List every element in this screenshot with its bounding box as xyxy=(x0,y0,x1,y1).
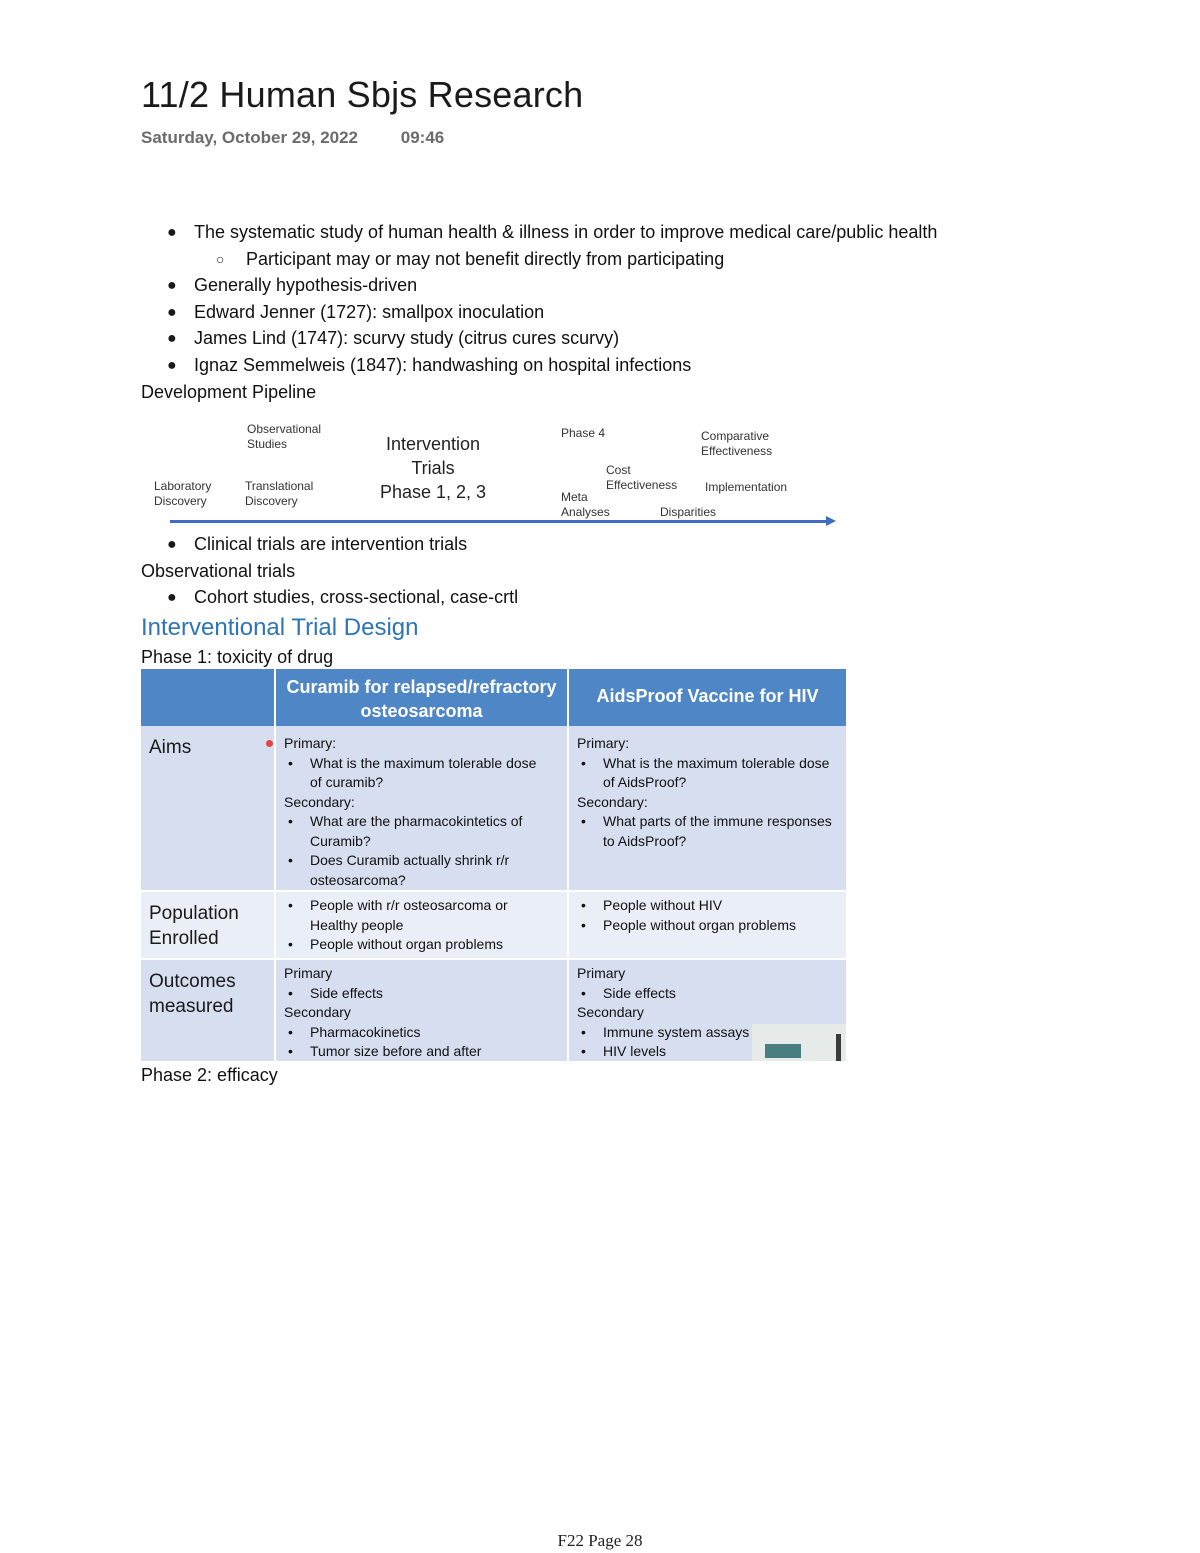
note-bullet-5: Ignaz Semmelweis (1847): handwashing on hospital infections xyxy=(194,355,692,375)
cell-text: Secondary xyxy=(284,1004,351,1020)
pipeline-text: Effectiveness xyxy=(701,444,773,458)
note-sub-bullet-1: Participant may or may not benefit directly from participating xyxy=(246,249,725,269)
page-title: 11/2 Human Sbjs Research xyxy=(141,74,584,115)
note-bullet-4: James Lind (1747): scurvy study (citrus cures scurvy) xyxy=(194,328,620,348)
cell-text: Primary: xyxy=(284,735,337,751)
cell-text: Primary xyxy=(284,965,333,981)
cell-text: What are the pharmacokintetics of xyxy=(310,813,523,829)
note-bullet-7: Cohort studies, cross-sectional, case-crtl xyxy=(194,587,519,607)
cell-text: Secondary: xyxy=(284,793,355,810)
note-bullet-1: The systematic study of human health & illness in order to improve medical care/public health xyxy=(194,222,938,242)
cell-text: What parts of the immune responses xyxy=(603,813,832,829)
pipeline-text: Discovery xyxy=(245,494,298,508)
list-item: • HIV levels xyxy=(603,1042,846,1062)
bullet-icon: ● xyxy=(167,224,177,241)
cell-population-curamib xyxy=(276,892,567,955)
phase-1-label: Phase 1: toxicity of drug xyxy=(141,647,334,667)
pipeline-comparative-effectiveness xyxy=(701,429,772,459)
cell-outcomes-curamib xyxy=(276,960,567,1062)
pipeline-text: Laboratory xyxy=(154,479,212,493)
pipeline-phase-4: Phase 4 xyxy=(561,426,606,440)
row-header-outcomes xyxy=(141,961,274,1019)
list-item: • Side effects xyxy=(310,984,567,1004)
pipeline-meta-analyses xyxy=(561,490,610,520)
development-pipeline-diagram xyxy=(150,418,840,533)
list-item xyxy=(310,851,567,890)
list-item xyxy=(603,812,846,851)
list-item: • Side effects xyxy=(603,984,846,1004)
pipeline-observational-studies xyxy=(247,422,321,452)
pipeline-intervention-trials xyxy=(368,432,498,504)
cell-text: Healthy people xyxy=(310,916,404,933)
photo-fragment-shape xyxy=(765,1044,801,1058)
pipeline-laboratory-discovery xyxy=(154,479,211,509)
list-item: • People without organ problems xyxy=(310,935,567,955)
cell-population-aidsproof xyxy=(569,892,846,935)
pipeline-implementation: Implementation xyxy=(705,480,788,494)
photo-fragment xyxy=(752,1024,846,1061)
table-header-text: osteosarcoma xyxy=(360,701,483,721)
cell-text: Secondary xyxy=(577,1004,644,1020)
pipeline-text: Cost xyxy=(606,463,631,477)
cell-text: Secondary: xyxy=(577,793,648,810)
list-item: • People without organ problems xyxy=(603,916,846,936)
cell-text: Outcomes xyxy=(149,971,236,992)
pipeline-arrow-line xyxy=(170,520,830,523)
list-item: • People without HIV xyxy=(603,896,846,916)
cell-text: Primary: xyxy=(577,735,630,751)
pipeline-text: Analyses xyxy=(561,505,610,519)
cell-text: What is the maximum tolerable dose xyxy=(310,754,537,771)
pipeline-text: Translational xyxy=(245,479,314,493)
page-date: Saturday, October 29, 2022 xyxy=(141,128,359,147)
cell-text: of AidsProof? xyxy=(603,774,687,790)
phase-2-label: Phase 2: efficacy xyxy=(141,1065,278,1085)
pipeline-cost-effectiveness xyxy=(606,463,677,493)
cell-text: What is the maximum tolerable dose xyxy=(603,754,830,771)
cell-aims-curamib xyxy=(276,730,567,890)
note-bullet-3: Edward Jenner (1727): smallpox inoculation xyxy=(194,302,545,322)
trial-design-table xyxy=(141,669,846,1061)
pipeline-text: Meta xyxy=(561,490,588,504)
list-item: • Immune system assays xyxy=(603,1023,846,1043)
section-heading: Interventional Trial Design xyxy=(141,614,419,641)
cell-text: Population xyxy=(149,903,239,924)
row-header-aims: Aims xyxy=(149,737,192,758)
list-item xyxy=(603,754,846,793)
page-datetime xyxy=(141,128,444,148)
cell-text: People with r/r osteosarcoma or xyxy=(310,897,508,913)
cell-aims-aidsproof xyxy=(569,730,846,851)
cell-text: osteosarcoma? xyxy=(310,871,406,888)
pipeline-text: Studies xyxy=(247,437,288,451)
page-footer: F22 Page 28 xyxy=(557,1531,643,1550)
list-item xyxy=(310,896,567,935)
table-header-aidsproof: AidsProof Vaccine for HIV xyxy=(569,669,846,726)
table-header-text: Curamib for relapsed/refractory xyxy=(286,677,557,697)
cell-text: to AidsProof? xyxy=(603,832,687,849)
page-time: 09:46 xyxy=(400,128,445,147)
bullet-icon: ● xyxy=(167,357,177,374)
table-header-curamib xyxy=(276,669,567,726)
table-header-empty xyxy=(141,669,274,726)
pipeline-arrowhead-icon xyxy=(826,516,836,526)
cell-text: Primary xyxy=(577,965,626,981)
row-header-population xyxy=(141,893,274,951)
red-marker-icon xyxy=(266,740,273,747)
bullet-icon: ● xyxy=(167,277,177,294)
list-item: • Pharmacokinetics xyxy=(310,1023,567,1043)
observational-label: Observational trials xyxy=(141,561,296,581)
bullet-icon: ● xyxy=(167,536,177,553)
pipeline-disparities: Disparities xyxy=(660,505,717,519)
cell-text: Enrolled xyxy=(149,928,219,949)
note-bullet-2: Generally hypothesis-driven xyxy=(194,275,418,295)
photo-fragment-shape xyxy=(836,1034,841,1061)
pipeline-text: Trials xyxy=(411,458,455,478)
cell-text: Does Curamib actually shrink r/r xyxy=(310,852,510,868)
pipeline-text: Discovery xyxy=(154,494,207,508)
cell-text: of curamib? xyxy=(310,774,384,790)
list-item: • Tumor size before and after xyxy=(310,1042,567,1062)
list-item xyxy=(310,812,567,851)
bullet-icon: ● xyxy=(167,330,177,347)
cell-text: Curamib? xyxy=(310,832,371,849)
pipeline-text: Observational xyxy=(247,422,322,436)
pipeline-text: Intervention xyxy=(385,434,481,454)
cell-text: measured xyxy=(149,996,234,1017)
pipeline-label: Development Pipeline xyxy=(141,382,317,402)
pipeline-text: Effectiveness xyxy=(606,478,678,492)
pipeline-text: Comparative xyxy=(701,429,770,443)
pipeline-text: Phase 1, 2, 3 xyxy=(379,482,487,502)
note-bullet-6: Clinical trials are intervention trials xyxy=(194,534,468,554)
pipeline-translational-discovery xyxy=(245,479,313,509)
bullet-icon: ● xyxy=(167,304,177,321)
bullet-icon: ● xyxy=(167,589,177,606)
list-item xyxy=(310,754,567,793)
hollow-bullet-icon: ○ xyxy=(216,251,225,267)
